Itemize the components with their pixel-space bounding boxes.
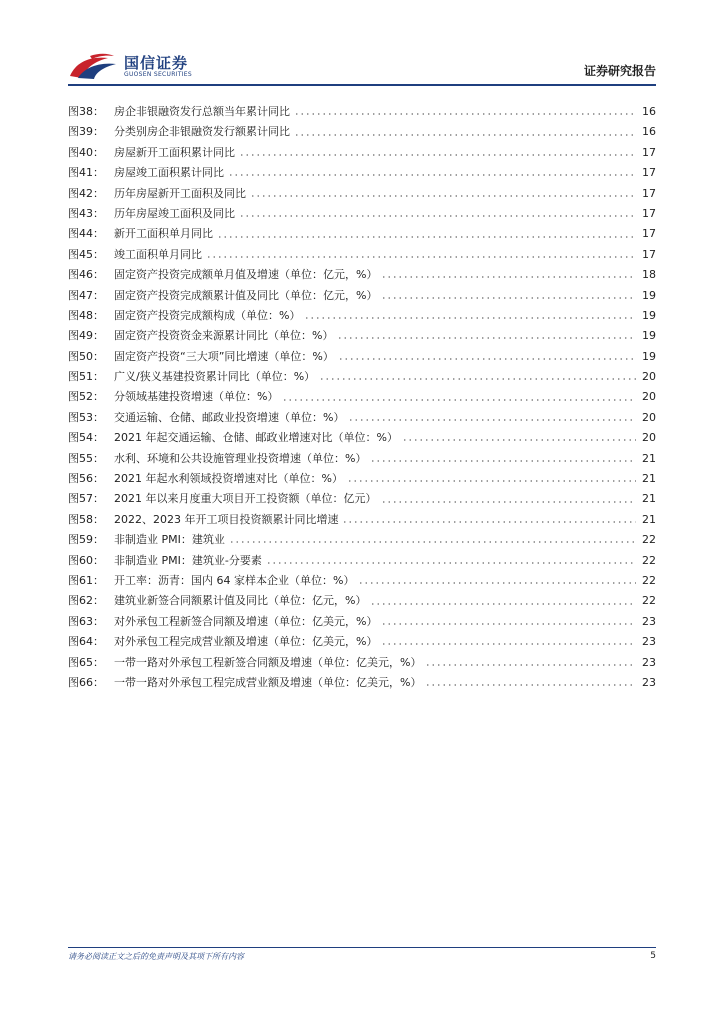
toc-figure-title[interactable]: 固定资产投资完成额单月值及增速（单位：亿元，%）	[114, 268, 378, 282]
toc-figure-number: 图48：	[68, 308, 104, 322]
header-divider	[68, 84, 656, 86]
toc-figure-number: 图49：	[68, 329, 104, 343]
toc-dot-leader	[217, 232, 636, 242]
toc-page-number[interactable]: 21	[642, 451, 656, 465]
toc-figure-title[interactable]: 2021 年以来月度重大项目开工投资额（单位：亿元）	[114, 492, 377, 506]
toc-figure-title[interactable]: 一带一路对外承包工程新签合同额及增速（单位：亿美元，%）	[114, 655, 422, 669]
toc-figure-title[interactable]: 对外承包工程完成营业额及增速（单位：亿美元，%）	[114, 635, 378, 649]
toc-entry[interactable]	[68, 224, 656, 244]
toc-figure-number: 图58：	[68, 512, 104, 526]
toc-dot-leader	[266, 558, 636, 568]
toc-figure-number: 图44：	[68, 227, 104, 241]
guosen-logo-mark-icon	[68, 52, 118, 80]
toc-figure-title[interactable]: 固定资产投资完成额累计值及同比（单位：亿元，%）	[114, 288, 378, 302]
toc-entry[interactable]	[68, 673, 656, 693]
toc-figure-number: 图59：	[68, 533, 104, 547]
toc-figure-title[interactable]: 2021 年起水利领域投资增速对比（单位：%）	[114, 472, 343, 486]
toc-page-number[interactable]: 23	[642, 655, 656, 669]
toc-entry[interactable]	[68, 408, 656, 428]
toc-figure-number: 图47：	[68, 288, 104, 302]
toc-figure-number: 图62：	[68, 594, 104, 608]
toc-page-number[interactable]: 20	[642, 370, 656, 384]
toc-figure-title[interactable]: 开工率：沥青：国内 64 家样本企业（单位：%）	[114, 573, 355, 587]
toc-page-number[interactable]: 19	[642, 329, 656, 343]
toc-figure-title[interactable]: 竣工面积单月同比	[114, 247, 202, 261]
toc-page-number[interactable]: 17	[642, 145, 656, 159]
toc-dot-leader	[206, 252, 636, 262]
toc-page-number[interactable]: 21	[642, 492, 656, 506]
toc-figure-number: 图38：	[68, 105, 104, 118]
toc-dot-leader	[304, 313, 636, 323]
toc-entry[interactable]	[68, 510, 656, 530]
toc-figure-title[interactable]: 房屋竣工面积累计同比	[114, 166, 224, 180]
toc-dot-leader	[294, 130, 636, 140]
toc-page-number[interactable]: 17	[642, 206, 656, 220]
toc-dot-leader	[425, 660, 636, 670]
toc-figure-title[interactable]: 历年房屋新开工面积及同比	[114, 186, 246, 200]
toc-figure-number: 图40：	[68, 145, 104, 159]
toc-figure-title[interactable]: 建筑业新签合同额累计值及同比（单位：亿元，%）	[114, 594, 367, 608]
toc-page-number[interactable]: 17	[642, 227, 656, 241]
toc-entry[interactable]	[68, 163, 656, 183]
toc-figure-title[interactable]: 新开工面积单月同比	[114, 227, 213, 241]
toc-figure-number: 图56：	[68, 472, 104, 486]
toc-entry[interactable]	[68, 306, 656, 326]
toc-figure-title[interactable]: 历年房屋竣工面积及同比	[114, 206, 235, 220]
toc-page-number[interactable]: 22	[642, 533, 656, 547]
toc-entry[interactable]	[68, 489, 656, 509]
toc-entry[interactable]	[68, 347, 656, 367]
toc-entry[interactable]	[68, 326, 656, 346]
toc-figure-title[interactable]: 水利、环境和公共设施管理业投资增速（单位：%）	[114, 451, 367, 465]
toc-dot-leader	[239, 211, 636, 221]
toc-figure-title[interactable]: 2022、2023 年开工项目投资额累计同比增速	[114, 512, 339, 526]
toc-entry[interactable]	[68, 265, 656, 285]
toc-page-number[interactable]: 19	[642, 288, 656, 302]
toc-figure-title[interactable]: 对外承包工程新签合同额及增速（单位：亿美元，%）	[114, 614, 378, 628]
toc-entry[interactable]	[68, 449, 656, 469]
toc-figure-number: 图50：	[68, 349, 104, 363]
toc-entry[interactable]	[68, 632, 656, 652]
toc-page-number[interactable]: 17	[642, 247, 656, 261]
toc-page-number[interactable]: 17	[642, 186, 656, 200]
toc-dot-leader	[402, 435, 636, 445]
toc-page-number[interactable]: 16	[642, 105, 656, 118]
toc-figure-number: 图41：	[68, 166, 104, 180]
footer-disclaimer: 请务必阅读正文之后的免责声明及其项下所有内容	[68, 952, 244, 961]
toc-figure-number: 图46：	[68, 268, 104, 282]
toc-entry[interactable]	[68, 530, 656, 550]
toc-dot-leader	[294, 109, 636, 119]
toc-figure-title[interactable]: 固定资产投资完成额构成（单位：%）	[114, 308, 301, 322]
toc-dot-leader	[228, 170, 636, 180]
toc-figure-title[interactable]: 一带一路对外承包工程完成营业额及增速（单位：亿美元，%）	[114, 675, 422, 689]
toc-figure-number: 图55：	[68, 451, 104, 465]
toc-entry[interactable]	[68, 367, 656, 387]
toc-figure-number: 图52：	[68, 390, 104, 404]
toc-figure-title[interactable]: 固定资产投资资金来源累计同比（单位：%）	[114, 329, 334, 343]
toc-entry[interactable]	[68, 286, 656, 306]
toc-page-number[interactable]: 21	[642, 472, 656, 486]
toc-page-number[interactable]: 23	[642, 675, 656, 689]
toc-dot-leader	[381, 639, 636, 649]
toc-dot-leader	[381, 619, 636, 629]
toc-figure-title[interactable]: 广义/狭义基建投资累计同比（单位：%）	[114, 370, 316, 384]
guosen-logo	[68, 50, 208, 84]
toc-dot-leader	[347, 476, 636, 486]
toc-figure-title[interactable]: 2021 年起交通运输、仓储、邮政业增速对比（单位：%）	[114, 431, 398, 445]
toc-figure-title[interactable]: 房屋新开工面积累计同比	[114, 145, 235, 159]
toc-page-number[interactable]: 23	[642, 635, 656, 649]
toc-entry[interactable]	[68, 612, 656, 632]
toc-dot-leader	[337, 333, 636, 343]
toc-dot-leader	[348, 415, 636, 425]
logo-chinese-name: 国信证券	[124, 54, 189, 72]
toc-page-number[interactable]: 18	[642, 268, 656, 282]
toc-entry[interactable]	[68, 591, 656, 611]
toc-figure-title[interactable]: 房企非银融资发行总额当年累计同比	[114, 105, 290, 118]
toc-dot-leader	[381, 272, 636, 282]
toc-page-number[interactable]: 22	[642, 573, 656, 587]
toc-dot-leader	[425, 680, 636, 690]
toc-figure-number: 图65：	[68, 655, 104, 669]
toc-dot-leader	[381, 497, 637, 507]
toc-figure-number: 图43：	[68, 206, 104, 220]
toc-page-number[interactable]: 19	[642, 308, 656, 322]
toc-entry[interactable]	[68, 653, 656, 673]
toc-page-number[interactable]: 21	[642, 512, 656, 526]
toc-page-number[interactable]: 20	[642, 390, 656, 404]
toc-page-number[interactable]: 17	[642, 166, 656, 180]
toc-entry[interactable]	[68, 387, 656, 407]
toc-figure-number: 图66：	[68, 675, 104, 689]
toc-entry[interactable]	[68, 469, 656, 489]
toc-figure-number: 图51：	[68, 370, 104, 384]
toc-entry[interactable]	[68, 245, 656, 265]
footer-divider	[68, 947, 656, 948]
page-number: 5	[650, 951, 656, 961]
toc-page-number[interactable]: 19	[642, 349, 656, 363]
toc-figure-title[interactable]: 分类别房企非银融资发行额累计同比	[114, 125, 290, 139]
toc-dot-leader	[250, 191, 636, 201]
toc-dot-leader	[229, 537, 636, 547]
toc-dot-leader	[319, 374, 636, 384]
toc-entry[interactable]	[68, 184, 656, 204]
toc-page-number[interactable]: 16	[642, 125, 656, 139]
toc-entry[interactable]	[68, 143, 656, 163]
toc-figure-number: 图60：	[68, 553, 104, 567]
toc-figure-title[interactable]: 非制造业 PMI：建筑业-分要素	[114, 553, 262, 567]
toc-figure-number: 图61：	[68, 573, 104, 587]
toc-dot-leader	[239, 150, 636, 160]
toc-entry[interactable]	[68, 102, 656, 122]
toc-dot-leader	[370, 456, 636, 466]
toc-page-number[interactable]: 22	[642, 553, 656, 567]
toc-figure-number: 图64：	[68, 635, 104, 649]
toc-figure-number: 图45：	[68, 247, 104, 261]
page-header	[68, 50, 656, 84]
toc-dot-leader	[381, 293, 636, 303]
toc-figure-title[interactable]: 交通运输、仓储、邮政业投资增速（单位：%）	[114, 410, 345, 424]
toc-dot-leader	[338, 354, 636, 364]
toc-dot-leader	[282, 395, 636, 405]
toc-page-number[interactable]: 20	[642, 431, 656, 445]
toc-figure-number: 图54：	[68, 431, 104, 445]
toc-figure-title[interactable]: 固定资产投资“三大项”同比增速（单位：%）	[114, 349, 334, 363]
logo-english-name: GUOSEN SECURITIES	[124, 71, 193, 78]
toc-figure-number: 图42：	[68, 186, 104, 200]
toc-dot-leader	[370, 599, 636, 609]
toc-entry[interactable]	[68, 551, 656, 571]
toc-figure-title[interactable]: 分领域基建投资增速（单位：%）	[114, 390, 279, 404]
toc-entry[interactable]	[68, 122, 656, 142]
toc-figure-title[interactable]: 非制造业 PMI：建筑业	[114, 533, 225, 547]
toc-figure-number: 图63：	[68, 614, 104, 628]
toc-page-number[interactable]: 20	[642, 410, 656, 424]
toc-page-number[interactable]: 23	[642, 614, 656, 628]
toc-entry[interactable]	[68, 571, 656, 591]
toc-entry[interactable]	[68, 428, 656, 448]
toc-page-number[interactable]: 22	[642, 594, 656, 608]
toc-figure-number: 图39：	[68, 125, 104, 139]
toc-figure-number: 图53：	[68, 410, 104, 424]
report-type-label: 证券研究报告	[583, 64, 656, 78]
toc-figure-number: 图57：	[68, 492, 104, 506]
toc-dot-leader	[342, 517, 636, 527]
toc-entry[interactable]	[68, 204, 656, 224]
toc-dot-leader	[358, 578, 636, 588]
figure-table-of-contents	[68, 102, 656, 693]
